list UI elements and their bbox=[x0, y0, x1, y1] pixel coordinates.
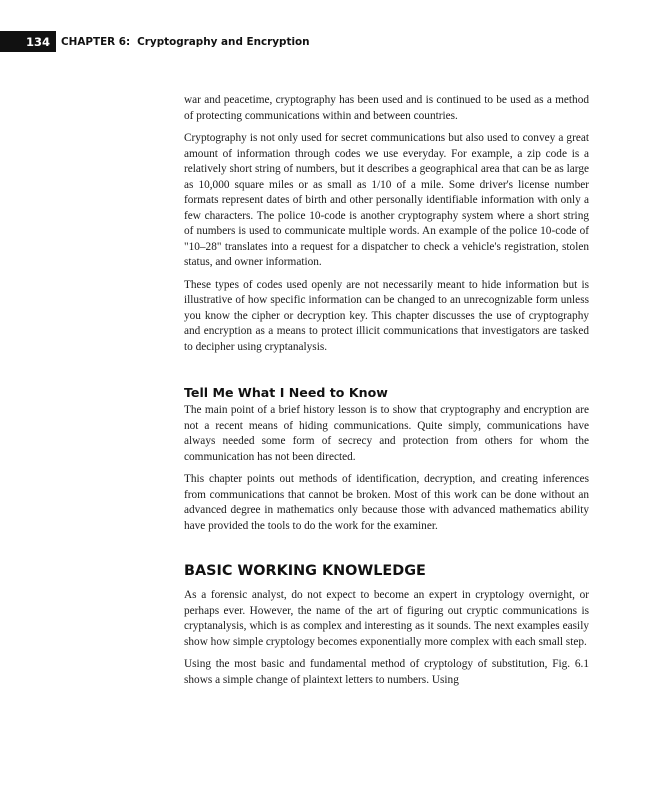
section-heading: Tell Me What I Need to Know bbox=[184, 385, 388, 400]
paragraph: Using the most basic and fundamental method of cryptology of substitution, Fig. 6.1 shows a simple change of plaintext letters to numbers. Using bbox=[184, 658, 589, 686]
running-head bbox=[61, 31, 310, 52]
page-header bbox=[0, 31, 647, 52]
paragraph: This chapter points out methods of identification, decryption, and creating inferences from communications that cannot be broken. Most of this work can be done without an advanced degree in mathematics only because those with advanced mathematics ability have provided the tools to do the work for the examiner. bbox=[184, 473, 589, 532]
paragraph: These types of codes used openly are not necessarily meant to hide information but is illustrative of how specific information can be changed to an unrecognizable form unless you know the cipher or decryption key. This chapter discusses the use of cryptography and encryption as a means to protect illicit communications that investigators are tasked to decipher using cryptanalysis. bbox=[184, 278, 589, 353]
paragraph: The main point of a brief history lesson is to show that cryptography and encryption are not a recent means of hiding communications. Quite simply, communications have always needed some form of secrecy and protection from others for whom the communication has not been directed. bbox=[184, 404, 589, 463]
chapter-title: Cryptography and Encryption bbox=[137, 35, 310, 48]
paragraph: Cryptography is not only used for secret communications but also used to convey a great amount of information through codes we use everyday. For example, a zip code is a relatively short string of numbers, but it describes a geographical area that can be as large as 10,000 square miles or as small as 1/10 of a mile. Some driver's license number formats represent dates of birth and other personally identifiable information with only a few characters. The police 10-code is another cryptography system where a short string of numbers is used to communicate multiple words. An example of the police 10-code of "10–28" translates into a request for a dispatcher to check a vehicle's registration, stolen status, and owner information. bbox=[184, 132, 589, 268]
major-heading: BASIC WORKING KNOWLEDGE bbox=[184, 563, 426, 579]
paragraph: war and peacetime, cryptography has been used and is continued to be used as a method of protecting communications within and between countries. bbox=[184, 94, 589, 122]
paragraph: As a forensic analyst, do not expect to become an expert in cryptology overnight, or perhaps ever. However, the name of the art of figuring out cryptic communications is cryptanalysis, which is as complex and interesting as it sounds. The next examples easily show how simple cryptology becomes exponentially more complex with each small step. bbox=[184, 589, 589, 648]
page-number: 134 bbox=[0, 31, 56, 52]
chapter-label: CHAPTER 6: bbox=[61, 35, 131, 48]
page-content bbox=[184, 93, 589, 695]
